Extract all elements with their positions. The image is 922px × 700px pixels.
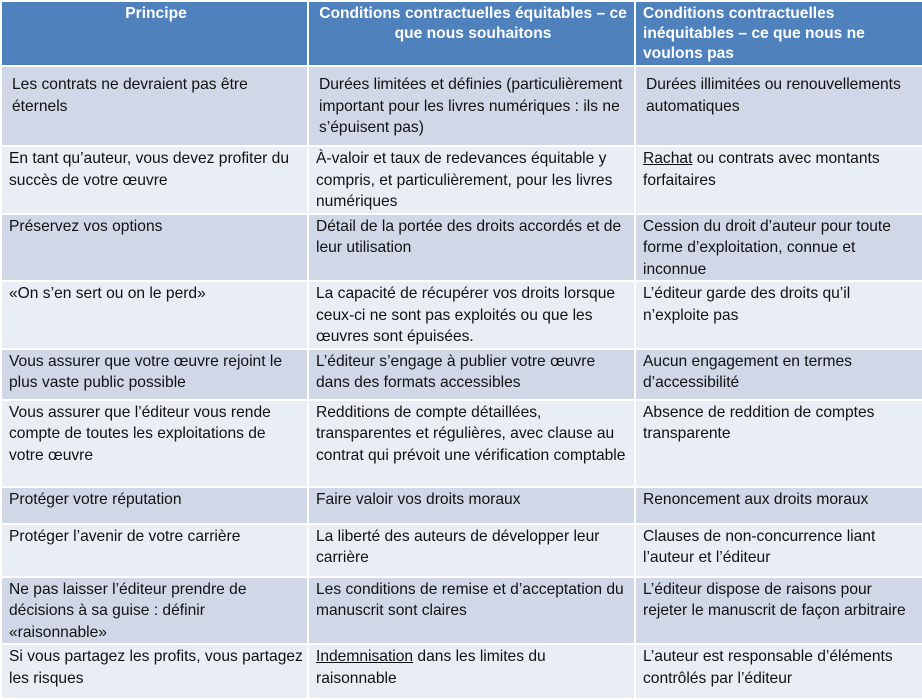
fair-cell: Détail de la portée des droits accordés et de leur utilisation [308,214,635,282]
principle-cell: Vous assurer que votre œuvre rejoint le plus vaste public possible [1,349,308,400]
fair-cell [308,644,635,699]
fair-cell: Redditions de compte détaillées, transparentes et régulières, avec clause au contrat qui prévoit une vérification comptable [308,400,635,487]
table-row [1,577,922,645]
unfair-cell [635,146,922,214]
principle-cell: Protéger votre réputation [1,487,308,524]
fair-cell: Faire valoir vos droits moraux [308,487,635,524]
unfair-cell: Cession du droit d’auteur pour toute forme d’exploitation, connue et inconnue [635,214,922,282]
table-row [1,400,922,487]
fair-cell: La liberté des auteurs de développer leur carrière [308,524,635,577]
fair-cell: Durées limitées et définies (particulièrement important pour les livres numériques : ils ne s’épuisent pas) [308,66,635,146]
fair-cell: L’éditeur s’engage à publier votre œuvre dans des formats accessibles [308,349,635,400]
principle-cell: Les contrats ne devraient pas être éternels [1,66,308,146]
unfair-cell: Durées illimitées ou renouvellements automatiques [635,66,922,146]
fair-cell: À-valoir et taux de redevances équitable y compris, et particulièrement, pour les livres numériques [308,146,635,214]
unfair-cell-rest: ou contrats avec montants forfaitaires [643,150,880,189]
unfair-cell: Renoncement aux droits moraux [635,487,922,524]
unfair-cell: Aucun engagement en termes d’accessibilité [635,349,922,400]
table-row [1,281,922,349]
unfair-cell: L’auteur est responsable d’éléments contrôlés par l’éditeur [635,644,922,699]
principle-cell: En tant qu’auteur, vous devez profiter du succès de votre œuvre [1,146,308,214]
principle-cell: Si vous partagez les profits, vous partagez les risques [1,644,308,699]
unfair-cell: L’éditeur dispose de raisons pour rejeter le manuscrit de façon arbitraire [635,577,922,645]
unfair-cell: Clauses de non-concurrence liant l’auteur et l’éditeur [635,524,922,577]
unfair-cell-term: Rachat [643,150,693,167]
header-fair-conditions: Conditions contractuelles équitables – ce que nous souhaitons [308,1,635,66]
fair-cell-rest: dans les limites du raisonnable [316,648,546,687]
unfair-cell: L’éditeur garde des droits qu’il n’exploite pas [635,281,922,349]
table-row [1,487,922,524]
table-row [1,644,922,699]
fair-cell-term: Indemnisation [316,648,414,665]
table-row [1,349,922,400]
unfair-cell: Absence de reddition de comptes transparente [635,400,922,487]
principle-cell: «On s’en sert ou on le perd» [1,281,308,349]
principle-cell: Protéger l’avenir de votre carrière [1,524,308,577]
table-row [1,214,922,282]
principle-cell: Vous assurer que l’éditeur vous rende compte de toutes les exploitations de votre œuvre [1,400,308,487]
fair-cell: La capacité de récupérer vos droits lorsque ceux-ci ne sont pas exploités ou que les œuvres sont épuisées. [308,281,635,349]
header-row [1,1,922,66]
principle-cell: Ne pas laisser l’éditeur prendre de décisions à sa guise : définir «raisonnable» [1,577,308,645]
table-row [1,66,922,146]
principle-cell: Préservez vos options [1,214,308,282]
header-principle: Principe [1,1,308,66]
fair-cell: Les conditions de remise et d’acceptation du manuscrit sont claires [308,577,635,645]
table-row [1,146,922,214]
header-unfair-conditions: Conditions contractuelles inéquitables – ce que nous ne voulons pas [635,1,922,66]
table-row [1,524,922,577]
